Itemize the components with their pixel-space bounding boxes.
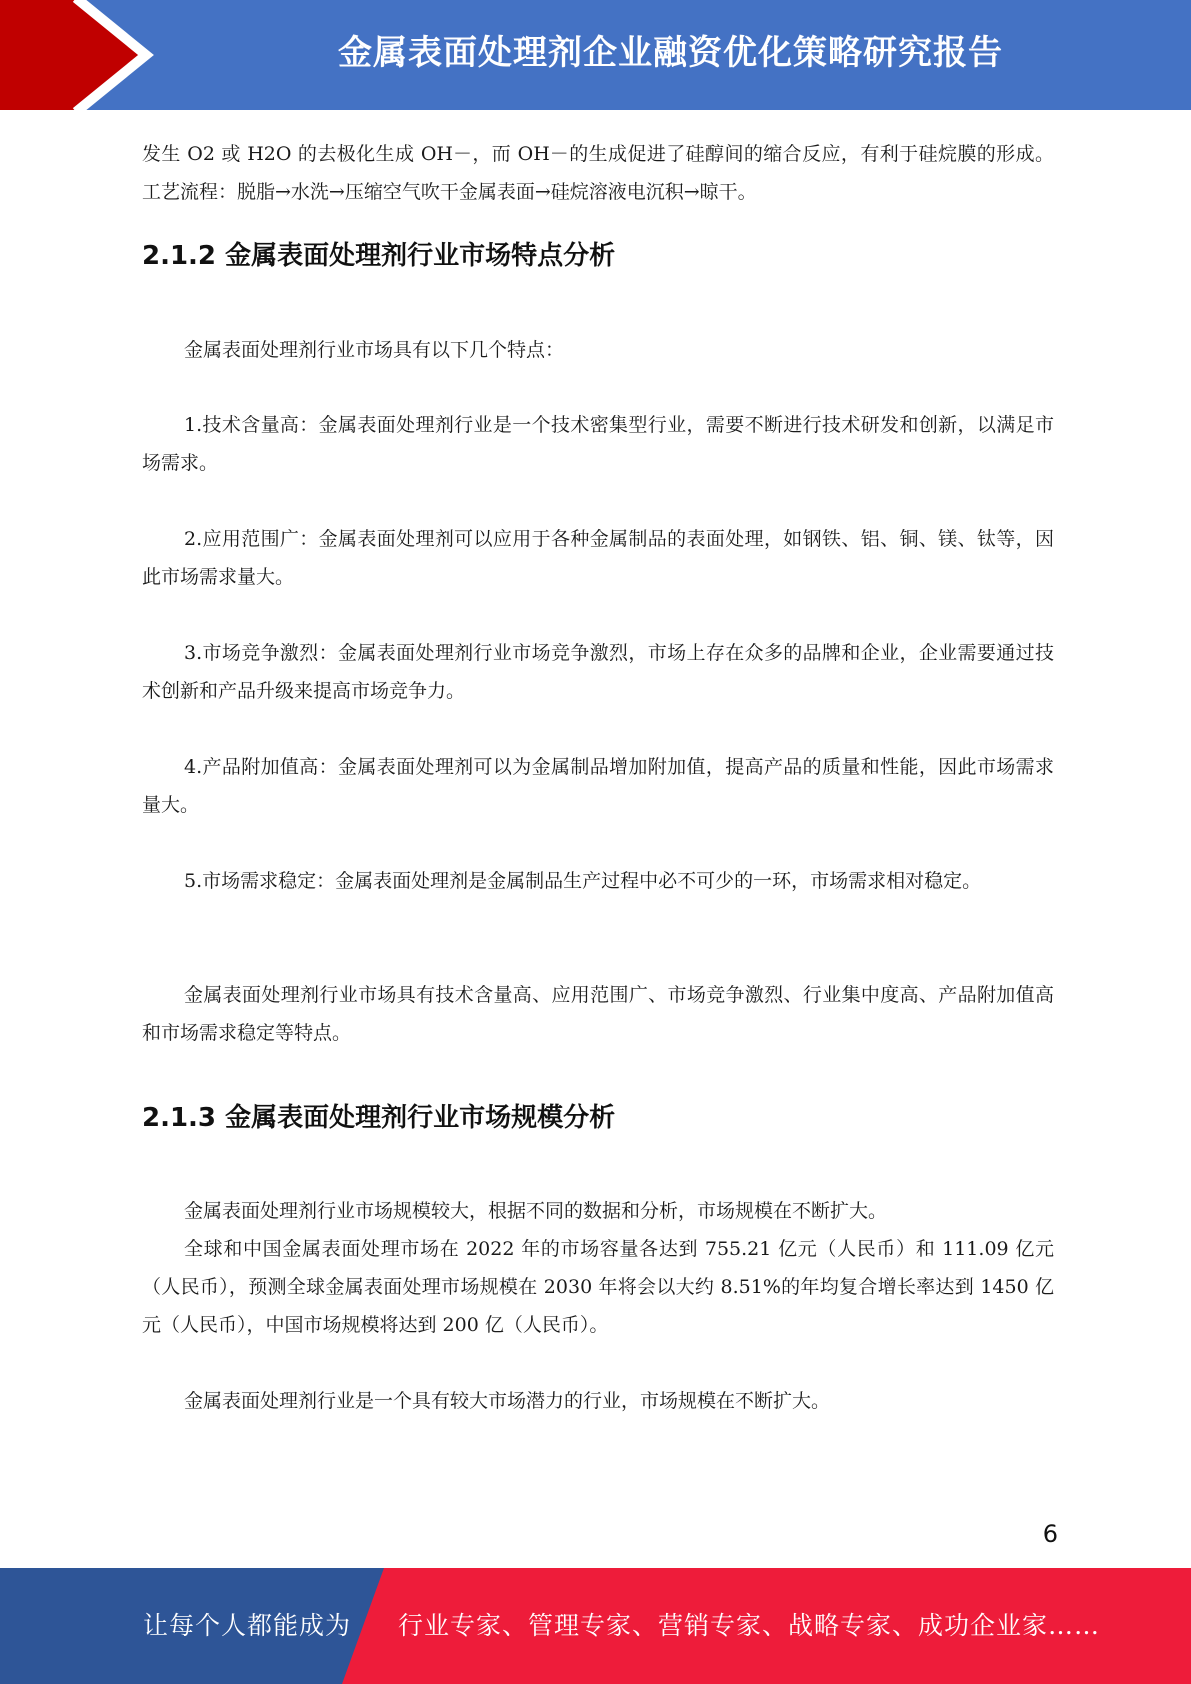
chevron-logo-icon: [0, 0, 160, 110]
section-heading-2-1-3: 2.1.3 金属表面处理剂行业市场规模分析: [142, 1103, 616, 1133]
section-heading-2-1-2: 2.1.2 金属表面处理剂行业市场特点分析: [142, 241, 616, 271]
paragraph-market-size-intro: 金属表面处理剂行业市场规模较大，根据不同的数据和分析，市场规模在不断扩大。: [184, 1200, 888, 1222]
list-item-feature-2: 2.应用范围广：金属表面处理剂可以应用于各种金属制品的表面处理，如钢铁、铝、铜、镁、钛等，因此市场需求量大。: [142, 528, 1054, 588]
paragraph-silane-process: 发生 O2 或 H2O 的去极化生成 OH－，而 OH－的生成促进了硅醇间的缩合反应，有利于硅烷膜的形成。工艺流程：脱脂→水洗→压缩空气吹干金属表面→硅烷溶液电沉积→晾干。: [142, 143, 1054, 203]
paragraph-intro-features: 金属表面处理剂行业市场具有以下几个特点：: [184, 339, 565, 361]
page-number: 6: [1042, 1520, 1058, 1548]
list-item-feature-4: 4.产品附加值高：金属表面处理剂可以为金属制品增加附加值，提高产品的质量和性能，因此市场需求量大。: [142, 756, 1054, 816]
footer-slogan-left: 让每个人都能成为: [143, 1611, 352, 1640]
list-item-feature-1: 1.技术含量高：金属表面处理剂行业是一个技术密集型行业，需要不断进行技术研发和创新，以满足市场需求。: [142, 414, 1054, 474]
paragraph-market-size-data: 全球和中国金属表面处理市场在 2022 年的市场容量各达到 755.21 亿元（人民币）和 111.09 亿元（人民币），预测全球金属表面处理市场规模在 2030 年将会以大约 8.51%的年均复合增长率达到 1450 亿元（人民币），中国市场规模将达到 200 亿（人民币）。: [142, 1238, 1054, 1336]
page-footer: [0, 1568, 1191, 1684]
footer-slogan-right: 行业专家、管理专家、营销专家、战略专家、成功企业家……: [398, 1611, 1101, 1640]
list-item-feature-3: 3.市场竞争激烈：金属表面处理剂行业市场竞争激烈，市场上存在众多的品牌和企业，企业需要通过技术创新和产品升级来提高市场竞争力。: [142, 642, 1054, 702]
report-title: 金属表面处理剂企业融资优化策略研究报告: [338, 33, 1003, 73]
list-item-feature-5: 5.市场需求稳定：金属表面处理剂是金属制品生产过程中必不可少的一环，市场需求相对稳定。: [184, 870, 982, 892]
paragraph-market-potential: 金属表面处理剂行业是一个具有较大市场潜力的行业，市场规模在不断扩大。: [184, 1390, 831, 1412]
page-header: [0, 0, 1191, 110]
paragraph-features-summary: 金属表面处理剂行业市场具有技术含量高、应用范围广、市场竞争激烈、行业集中度高、产品附加值高和市场需求稳定等特点。: [142, 984, 1054, 1044]
